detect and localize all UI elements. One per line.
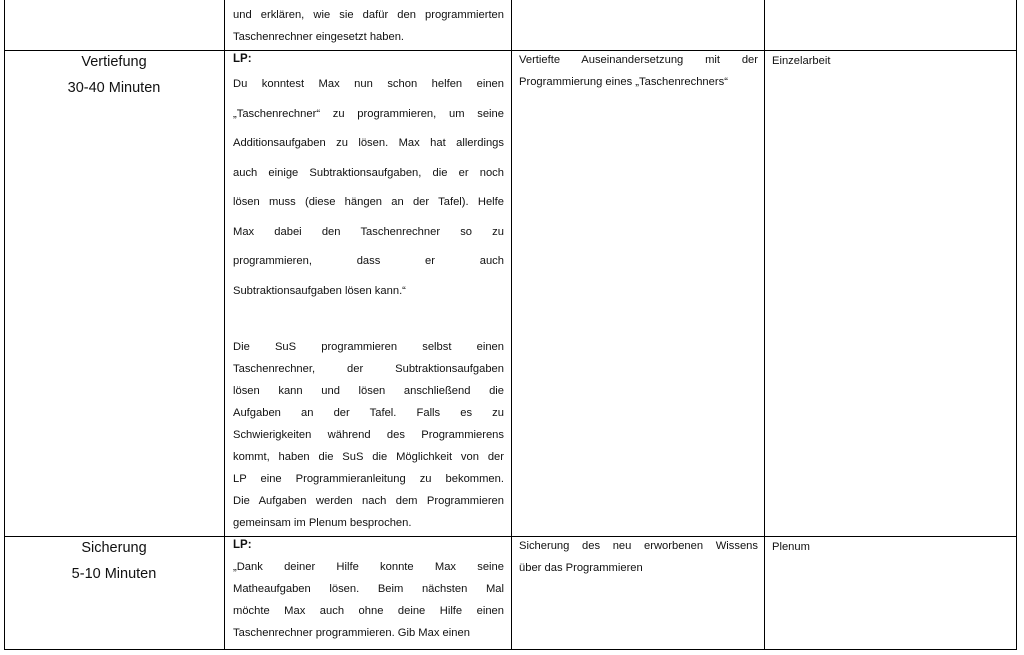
table-border-right bbox=[1016, 0, 1017, 650]
text-line: über das Programmieren bbox=[519, 562, 643, 574]
text-line: lösen muss (diese hängen an der Tafel). Helfe bbox=[233, 196, 504, 208]
text-line: Additionsaufgaben zu lösen. Max hat allerdings bbox=[233, 137, 504, 149]
top-row-text bbox=[233, 4, 504, 48]
text-line: und erklären, wie sie dafür den programmierten bbox=[233, 9, 504, 21]
column-divider-2 bbox=[511, 0, 512, 650]
text-line: programmieren, dass er auch bbox=[233, 255, 504, 267]
column-divider-3 bbox=[764, 0, 765, 650]
text-line: Sicherung des neu erworbenen Wissens bbox=[519, 540, 758, 552]
vertiefung-description bbox=[233, 336, 504, 534]
phase-name: Sicherung bbox=[81, 540, 147, 556]
text-line: Schwierigkeiten während des Programmierens bbox=[233, 429, 504, 441]
phase-time: 30-40 Minuten bbox=[67, 80, 161, 96]
lp-label: LP: bbox=[233, 53, 252, 65]
text-line: Du konntest Max nun schon helfen einen bbox=[233, 78, 504, 90]
text-line: Vertiefte Auseinandersetzung mit der bbox=[519, 54, 758, 66]
text-line: Die Aufgaben werden nach dem Programmieren bbox=[233, 495, 504, 507]
phase-time: 5-10 Minuten bbox=[71, 566, 157, 582]
phase-cell-sicherung bbox=[4, 535, 224, 587]
text-line: Max dabei den Taschenrechner so zu bbox=[233, 225, 504, 238]
text-line: kommt, haben die SuS die Möglichkeit von der bbox=[233, 451, 504, 463]
sicherung-social-form: Plenum bbox=[772, 541, 810, 553]
text-line: Programmierung eines „Taschenrechners“ bbox=[519, 76, 728, 88]
text-line: möchte Max auch ohne deine Hilfe einen bbox=[233, 605, 504, 617]
text-line: Subtraktionsaufgaben lösen kann.“ bbox=[233, 284, 406, 297]
text-line: Taschenrechner programmieren. Gib Max einen bbox=[233, 627, 470, 639]
text-line: Die SuS programmieren selbst einen bbox=[233, 341, 504, 353]
phase-cell-vertiefung bbox=[4, 49, 224, 101]
column-divider-1 bbox=[224, 0, 225, 650]
text-line: „Dank deiner Hilfe konnte Max seine bbox=[233, 561, 504, 573]
text-line: LP eine Programmieranleitung zu bekommen. bbox=[233, 473, 504, 485]
text-line: „Taschenrechner“ zu programmieren, um seine bbox=[233, 107, 504, 120]
text-line: Aufgaben an der Tafel. Falls es zu bbox=[233, 407, 504, 419]
vertiefung-quote bbox=[233, 70, 504, 306]
sicherung-goal bbox=[519, 535, 758, 579]
sicherung-quote bbox=[233, 556, 504, 644]
text-line: Taschenrechner, der Subtraktionsaufgaben bbox=[233, 363, 504, 375]
text-line: auch einige Subtraktionsaufgaben, die er noch bbox=[233, 166, 504, 179]
lp-label: LP: bbox=[233, 539, 252, 551]
vertiefung-goal bbox=[519, 49, 758, 93]
vertiefung-social-form: Einzelarbeit bbox=[772, 55, 831, 67]
text-line: Taschenrechner eingesetzt haben. bbox=[233, 31, 405, 43]
text-line: gemeinsam im Plenum besprochen. bbox=[233, 517, 412, 529]
phase-name: Vertiefung bbox=[81, 54, 147, 70]
text-line: Matheaufgaben lösen. Beim nächsten Mal bbox=[233, 583, 504, 595]
table-border-bottom bbox=[4, 649, 1016, 650]
text-line: lösen kann und lösen anschließend die bbox=[233, 385, 504, 397]
